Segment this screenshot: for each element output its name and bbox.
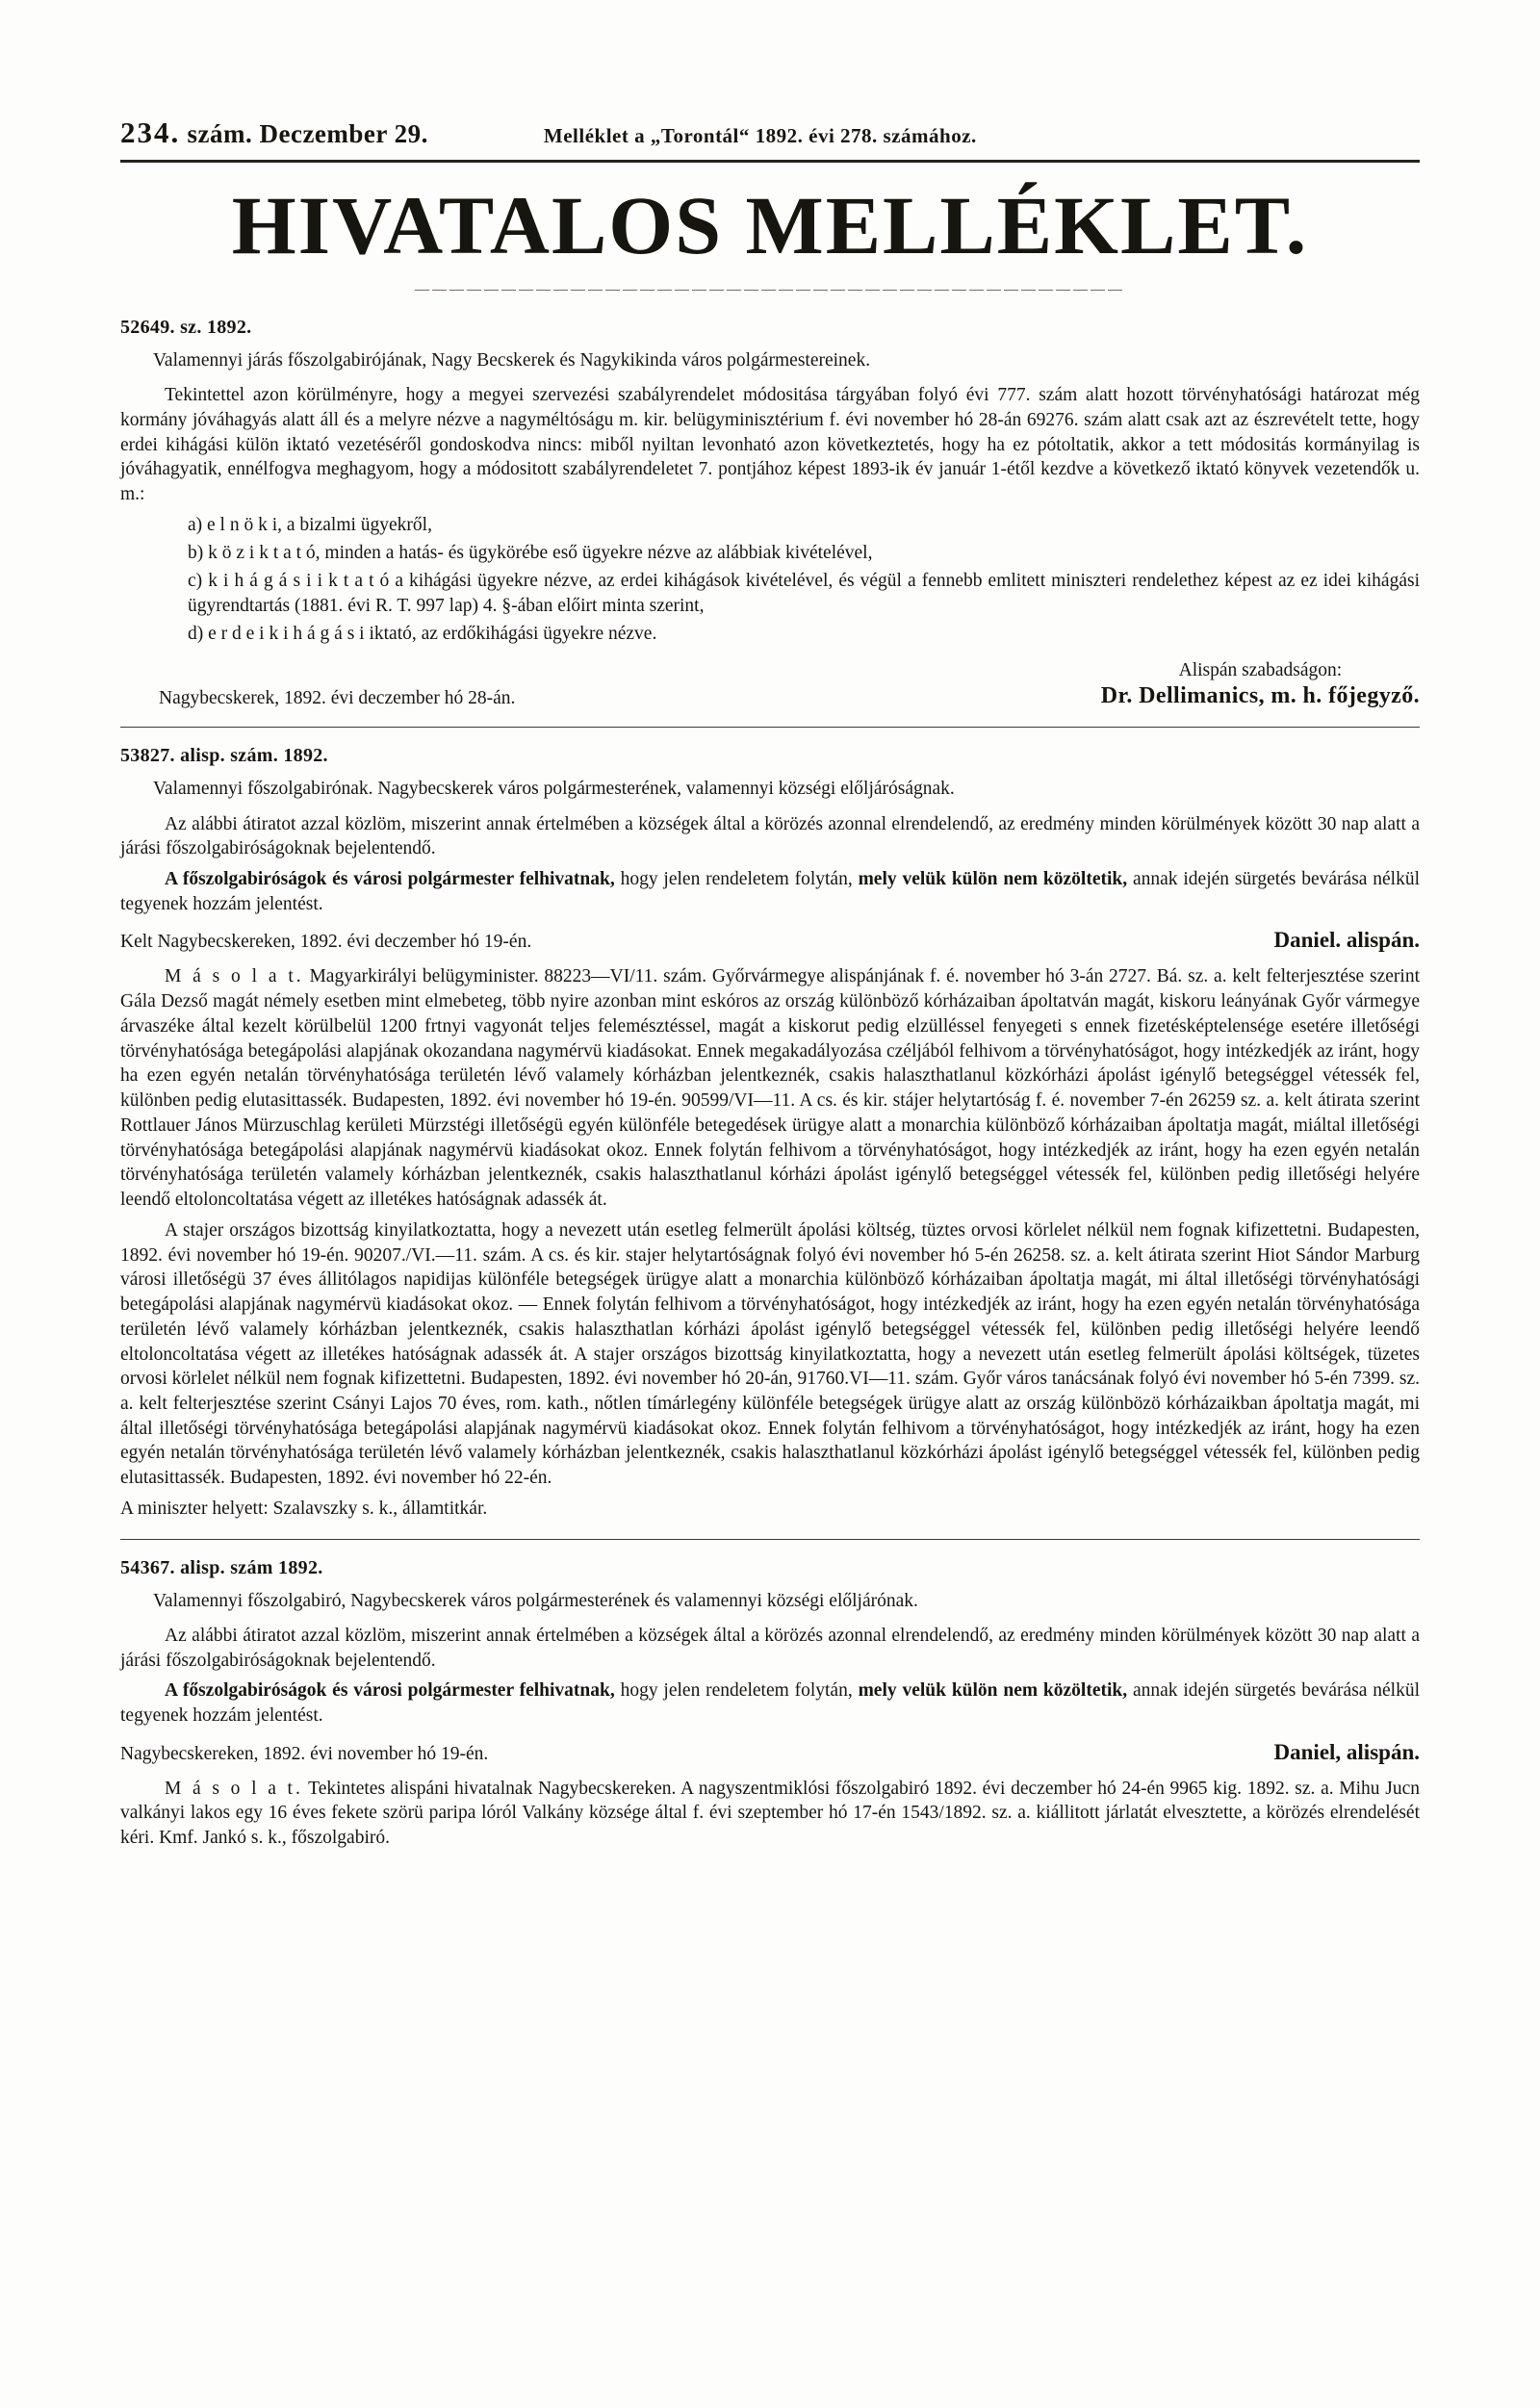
signature-name: Daniel. alispán.	[1273, 928, 1420, 953]
copy-text: Magyarkirályi belügyminister. 88223—VI/11. szám. Győrvármegye alispánjának f. é. november hó 3-án 2727. Bá. sz. a. kelt felterjesztése szerint Gála Dezső magát némely esetben mint elmebeteg, több nyire azonban mint eskóros az ország különböző kórházaiban ápoltatván magát, kiskoru leányának Győr vármegye árvaszéke által kezelt körülbelül 1200 frtnyi vagyonát teljes felemésztéssel, magát a kiskorut pedig elzülléssel fenyegeti s ennek fizetésképtelensége esetére illetőségi törvényhatósága betegápolási alapjának okozandana nagymérvü kiadásokat. Ennek megakadályozása czéljából felhivom a törvényhatóságot, hogy intézkedjék az iránt, hogy ha ezen egyén netalán törvényhatósága területén lévő valamely kórházban jelentkeznék, csakis halaszthatlanul közkórházi ápolást igénylő betegséggel vétessék fel, különben pedig elutasittassék. Budapesten, 1892. évi november hó 19-én. 90599/VI—11. A cs. és kir. stájer helytartóság f. é. november 7-én 26259 sz. a. kelt átirata szerint Rottlauer János Mürzuschlag kerületi Mürzstégi illetőségü egyén különféle betegedések ürügye alatt a monarchia különböző kórházaiban ápoltatja magát, miáltal illetőségi törvényhatósága betegápolási alapjának nagymérvü kiadásokat okoz. Ennek folytán felhivom a törvényhatóságot, hogy intézkedjék az iránt, hogy ha ezen egyén netalán törvényhatósága területén valamely kórházban jelentkeznék, csakis halaszthatlanul kórházi ápolást igénylő betegséggel vétessék fel, különben pedig illetőségi helyére leendő eltoloncoltatása végett az illetékes hatóságnak adassék át.	[120, 966, 1421, 1211]
place-date: Nagybecskereken, 1892. évi november hó 19-én.	[120, 1743, 489, 1764]
place-date: Nagybecskerek, 1892. évi deczember hó 28-án.	[159, 688, 516, 709]
ornament-divider: —————————————————————————————————————————	[415, 282, 1125, 295]
entry-paragraph: Az alábbi átiratot azzal közlöm, miszerint annak értelmében a községek által a körözés azonnal elrendelendő, az eredmény minden körülmények között 30 nap alatt a járási főszolgabiróságoknak bejelentendő.	[120, 813, 1420, 859]
signature-name: Daniel, alispán.	[1273, 1739, 1420, 1764]
list-item: c) k i h á g á s i i k t a t ó a kihágási ügyekre nézve, az erdei kihágások kivételével, és végül a fennebb emlitett miniszteri rendelethez képest az ez idei kihágási ügyrendtartás (1881. évi R. T. 997 lap) 4. §-ában előirt minta szerint,	[188, 571, 1420, 617]
signature-row	[120, 1740, 1420, 1765]
entry-number: 52649. sz. 1892.	[120, 317, 252, 338]
entry-addressee: Valamennyi főszolgabiró, Nagybecskerek város polgármesterének és valamennyi községi előljárónak.	[153, 1590, 918, 1611]
copy-paragraph	[120, 964, 1420, 1212]
copy-text: Tekintetes alispáni hivatalnak Nagybecskereken. A nagyszentmiklósi főszolgabiró 1892. évi deczember hó 24-én 9965 kig. 1892. sz. a. Mihu Jucn valkányi lakos egy 16 éves fekete szörü paripa lóról Valkány községe által f. évi szeptember hó 17-én 1543/1892. sz. a. kiállitott járlatát elvesztette, a körözés elrendelését kéri. Kmf. Jankó s. k., főszolgabiró.	[120, 1778, 1420, 1849]
emphasis-text: mely velük külön nem közöltetik,	[858, 1680, 1128, 1702]
emphasis-text: mely velük külön nem közöltetik,	[858, 869, 1128, 890]
entry-52649	[120, 317, 1420, 709]
emphasis-text: A főszolgabiróságok és városi polgármester felhivatnak,	[165, 869, 615, 890]
entry-number: 53827. alisp. szám. 1892.	[120, 745, 328, 767]
signature-note: Alispán szabadságon:	[1178, 660, 1343, 681]
signature-name: Dr. Dellimanics, m. h. főjegyző.	[1100, 683, 1420, 709]
paragraph-text: hogy jelen rendeletem folytán,	[614, 1680, 859, 1702]
emphasis-text: A főszolgabiróságok és városi polgármester felhivatnak,	[165, 1680, 615, 1702]
entry-divider	[120, 1539, 1420, 1540]
copy-paragraph	[120, 1777, 1420, 1851]
copy-signature: A miniszter helyett: Szalavszky s. k., államtitkár.	[120, 1498, 488, 1519]
entry-54367	[120, 1557, 1420, 1851]
entry-addressee: Valamennyi főszolgabirónak. Nagybecskerek város polgármesterének, valamennyi községi előljáróságnak.	[153, 779, 955, 800]
entry-53827	[120, 745, 1420, 1521]
masthead	[120, 115, 1420, 150]
list-item: b) k ö z i k t a t ó, minden a hatás- és ügykörébe eső ügyekre nézve az alábbiak kivételével,	[188, 542, 873, 563]
signature-block	[1101, 660, 1420, 709]
copy-block	[120, 1777, 1420, 1851]
paragraph-text: annak idején sürgetés bevárása nélkül tegyenek hozzám jelentést.	[120, 869, 1421, 914]
entry-number: 54367. alisp. szám 1892.	[120, 1556, 323, 1578]
issue-date: szám. Deczember 29.	[187, 119, 428, 148]
list-item: d) e r d e i k i h á g á s i iktató, az erdőkihágási ügyekre nézve.	[188, 624, 657, 645]
entry-paragraph-emphasis	[120, 867, 1420, 916]
paragraph-text: annak idején sürgetés bevárása nélkül tegyenek hozzám jelentést.	[120, 1680, 1421, 1726]
masthead-right: Melléklet a „Torontál“ 1892. évi 278. számához.	[543, 124, 977, 147]
place-date: Kelt Nagybecskereken, 1892. évi deczember hó 19-én.	[120, 932, 532, 953]
page-title: HIVATALOS MELLÉKLET.	[231, 179, 1309, 271]
issue-number: 234.	[120, 115, 181, 149]
signature-row	[120, 928, 1420, 953]
entry-addressee: Valamennyi járás főszolgabirójának, Nagy Becskerek és Nagykikinda város polgármestereinek.	[153, 350, 871, 371]
copy-label: M á s o l a t.	[165, 1778, 303, 1799]
paragraph-text: hogy jelen rendeletem folytán,	[614, 869, 859, 890]
masthead-left	[120, 115, 428, 150]
copy-block	[120, 964, 1420, 1521]
copy-paragraph: A stajer országos bizottság kinyilatkoztatta, hogy a nevezett után esetleg felmerült ápolási költség, tüztes orvosi körlelet nélkül nem fognak kifizettetni. Budapesten, 1892. évi november hó 19-én. 90207./VI.—11. szám. A cs. és kir. stajer helytartóságnak folyó évi november hó 5-én 26258. sz. a. kelt átirata szerint Hiot Sándor Marburg városi illetőségü 37 éves állitólagos napidijas különféle betegségek ürügye alatt a monarchia különböző kórházaiban ápoltatja magát, mi által illetőségi törvényhatósági betegápolási alapjának nagymérvü kiadásokat okoz. — Ennek folytán felhivom a törvényhatóságot, hogy intézkedjék az iránt, hogy ha ezen egyén netalán törvényhatósága területén lévő valamely kórházban jelentkeznék, csakis halaszthatlan kórházi ápolást igénylő betegséggel vétessék fel, különben pedig illetőségi helyére leendő eltoloncoltatása végett az illetékes hatóságnak adassék át. A stajer országos bizottság kinyilatkoztatta, hogy a nevezett után esetleg felmerült ápolási költségek, tüzetes orvosi körlelet nélkül nem fognak kifizettetni. Budapesten, 1892. évi november hó 20-án, 91760.VI—11. szám. Győr város tanácsának folyó évi november hó 5-én 7399. sz. a. kelt felterjesztése szerint Csányi Lajos 70 éves, rom. kath., nőtlen tímárlegény különféle betegségek ürügye alatt az ország különbözö kórházaikban ápoltatja magát, mi által illetőségi törvényhatósága betegápolási alapjának nagymérvü kiadásokat okoz. Ennek folytán felhivom a törvényhatóságot, hogy intézkedjék az iránt, hogy ha ezen egyén netalán törvényhatósága területén lévő valamely kórházban jelentkeznék, csakis halaszthatlanul közkórházi ápolást igénylő betegséggel vétessék fel, különben pedig elutasittassék. Budapesten, 1892. évi november hó 22-én.	[120, 1219, 1420, 1489]
copy-label: M á s o l a t.	[165, 966, 304, 987]
header-rule-thick	[120, 160, 1420, 163]
entry-paragraph-emphasis	[120, 1678, 1420, 1728]
entry-paragraph: Az alábbi átiratot azzal közlöm, miszerint annak értelmében a községek által a körözés azonnal elrendelendő, az eredmény minden körülmények között 30 nap alatt a járási főszolgabiróságoknak bejelentendő.	[120, 1625, 1420, 1671]
signature-row	[120, 660, 1420, 709]
list-item: a) e l n ö k i, a bizalmi ügyekről,	[188, 514, 432, 535]
entry-divider	[120, 727, 1420, 728]
entry-paragraph: Tekintettel azon körülményre, hogy a megyei szervezési szabályrendelet módositása tárgyában folyó évi 777. szám alatt hozott törvényhatósági határozat még kormány jóváhagyás alatt áll és a melyre nézve a nagyméltóságu m. kir. belügyminisztérium f. évi november hó 28-án 69276. szám alatt csak azt az észrevételt tette, hogy erdei kihágási külön iktató vezetéséről gondoskodva nincs: miből nyiltan levonható azon következtetés, hogy ha ez pótoltatik, akkor a tett módositás kormányilag is jóváhagyatik, ennélfogva meghagyom, hogy a módositott szabályrendeletet 7. pontjához képest 1893-ik év január 1-étől kezdve a következő iktató könyvek vezetendők u. m.:	[120, 385, 1420, 505]
